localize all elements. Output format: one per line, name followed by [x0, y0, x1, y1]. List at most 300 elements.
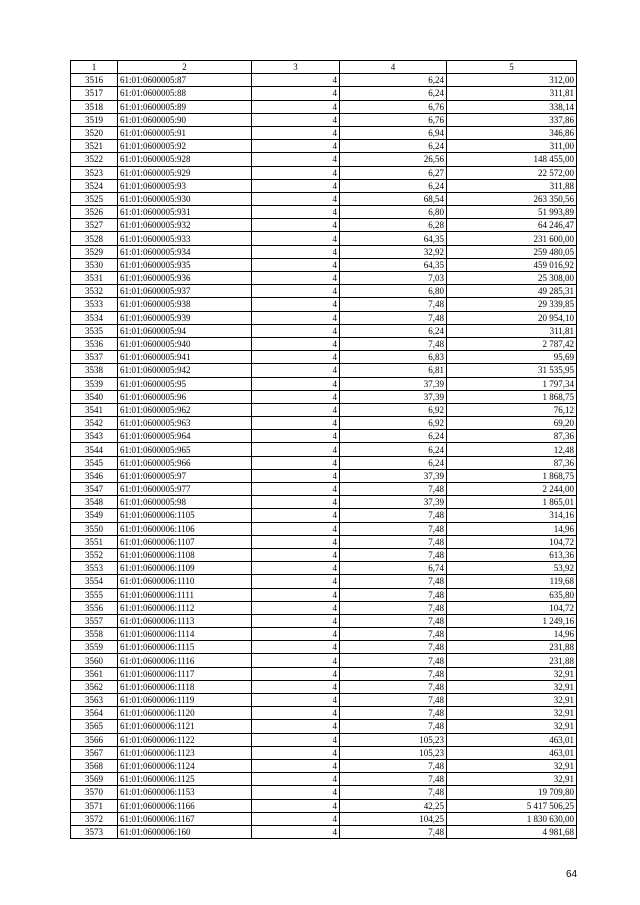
amount-cell: 19 709,80 — [447, 786, 577, 799]
row-number-cell: 3523 — [71, 166, 118, 179]
value-cell: 7,48 — [340, 509, 447, 522]
value-cell: 7,48 — [340, 548, 447, 561]
category-cell: 4 — [252, 100, 340, 113]
amount-cell: 32,91 — [447, 773, 577, 786]
table-row — [71, 153, 577, 166]
table-row — [71, 720, 577, 733]
value-cell: 6,76 — [340, 113, 447, 126]
amount-cell: 231,88 — [447, 641, 577, 654]
row-number-cell: 3529 — [71, 245, 118, 258]
table-row — [71, 588, 577, 601]
cadastral-number-cell: 61:01:0600005:940 — [118, 337, 252, 350]
value-cell: 7,48 — [340, 654, 447, 667]
value-cell: 7,48 — [340, 759, 447, 772]
table-row — [71, 667, 577, 680]
amount-cell: 119,68 — [447, 575, 577, 588]
value-cell: 7,48 — [340, 575, 447, 588]
row-number-cell: 3516 — [71, 74, 118, 87]
value-cell: 7,48 — [340, 588, 447, 601]
category-cell: 4 — [252, 707, 340, 720]
row-number-cell: 3531 — [71, 272, 118, 285]
cadastral-number-cell: 61:01:0600006:1112 — [118, 601, 252, 614]
row-number-cell: 3567 — [71, 746, 118, 759]
cadastral-number-cell: 61:01:0600005:90 — [118, 113, 252, 126]
value-cell: 6,80 — [340, 206, 447, 219]
cadastral-number-cell: 61:01:0600006:1115 — [118, 641, 252, 654]
row-number-cell: 3551 — [71, 535, 118, 548]
cadastral-number-cell: 61:01:0600005:930 — [118, 192, 252, 205]
cadastral-number-cell: 61:01:0600006:1121 — [118, 720, 252, 733]
row-number-cell: 3517 — [71, 87, 118, 100]
table-row — [71, 614, 577, 627]
value-cell: 7,48 — [340, 707, 447, 720]
cadastral-number-cell: 61:01:0600006:1105 — [118, 509, 252, 522]
cadastral-number-cell: 61:01:0600005:942 — [118, 364, 252, 377]
column-header-5: 5 — [447, 61, 577, 74]
table-body — [71, 74, 577, 839]
category-cell: 4 — [252, 232, 340, 245]
row-number-cell: 3566 — [71, 733, 118, 746]
column-header-2: 2 — [118, 61, 252, 74]
table-row — [71, 324, 577, 337]
table-row — [71, 601, 577, 614]
category-cell: 4 — [252, 351, 340, 364]
cadastral-number-cell: 61:01:0600005:94 — [118, 324, 252, 337]
amount-cell: 311,88 — [447, 179, 577, 192]
value-cell: 6,80 — [340, 285, 447, 298]
row-number-cell: 3548 — [71, 496, 118, 509]
category-cell: 4 — [252, 87, 340, 100]
cadastral-number-cell: 61:01:0600006:160 — [118, 825, 252, 838]
category-cell: 4 — [252, 483, 340, 496]
cadastral-number-cell: 61:01:0600005:938 — [118, 298, 252, 311]
cadastral-number-cell: 61:01:0600005:932 — [118, 219, 252, 232]
cadastral-number-cell: 61:01:0600005:935 — [118, 258, 252, 271]
amount-cell: 311,81 — [447, 87, 577, 100]
row-number-cell: 3559 — [71, 641, 118, 654]
category-cell: 4 — [252, 733, 340, 746]
row-number-cell: 3552 — [71, 548, 118, 561]
cadastral-number-cell: 61:01:0600005:929 — [118, 166, 252, 179]
category-cell: 4 — [252, 720, 340, 733]
value-cell: 6,83 — [340, 351, 447, 364]
table-row — [71, 786, 577, 799]
value-cell: 105,23 — [340, 746, 447, 759]
category-cell: 4 — [252, 337, 340, 350]
column-header-1: 1 — [71, 61, 118, 74]
table-row — [71, 219, 577, 232]
value-cell: 37,39 — [340, 469, 447, 482]
cadastral-number-cell: 61:01:0600005:98 — [118, 496, 252, 509]
value-cell: 6,24 — [340, 324, 447, 337]
category-cell: 4 — [252, 179, 340, 192]
cadastral-number-cell: 61:01:0600006:1118 — [118, 680, 252, 693]
cadastral-number-cell: 61:01:0600005:977 — [118, 483, 252, 496]
amount-cell: 32,91 — [447, 667, 577, 680]
table-row — [71, 548, 577, 561]
table-row — [71, 496, 577, 509]
row-number-cell: 3533 — [71, 298, 118, 311]
category-cell: 4 — [252, 166, 340, 179]
value-cell: 7,48 — [340, 786, 447, 799]
table-row — [71, 812, 577, 825]
value-cell: 7,48 — [340, 337, 447, 350]
cadastral-number-cell: 61:01:0600005:96 — [118, 390, 252, 403]
category-cell: 4 — [252, 601, 340, 614]
row-number-cell: 3535 — [71, 324, 118, 337]
table-row — [71, 707, 577, 720]
value-cell: 7,48 — [340, 628, 447, 641]
cadastral-number-cell: 61:01:0600006:1119 — [118, 694, 252, 707]
row-number-cell: 3554 — [71, 575, 118, 588]
table-row — [71, 87, 577, 100]
category-cell: 4 — [252, 535, 340, 548]
value-cell: 6,81 — [340, 364, 447, 377]
cadastral-number-cell: 61:01:0600006:1111 — [118, 588, 252, 601]
table-row — [71, 206, 577, 219]
amount-cell: 4 981,68 — [447, 825, 577, 838]
table-row — [71, 113, 577, 126]
category-cell: 4 — [252, 430, 340, 443]
cadastral-number-cell: 61:01:0600005:934 — [118, 245, 252, 258]
cadastral-number-cell: 61:01:0600005:933 — [118, 232, 252, 245]
amount-cell: 314,16 — [447, 509, 577, 522]
amount-cell: 312,00 — [447, 74, 577, 87]
table-row — [71, 364, 577, 377]
category-cell: 4 — [252, 522, 340, 535]
category-cell: 4 — [252, 496, 340, 509]
table-row — [71, 680, 577, 693]
row-number-cell: 3541 — [71, 403, 118, 416]
amount-cell: 613,36 — [447, 548, 577, 561]
cadastral-number-cell: 61:01:0600006:1125 — [118, 773, 252, 786]
row-number-cell: 3569 — [71, 773, 118, 786]
category-cell: 4 — [252, 588, 340, 601]
amount-cell: 2 244,00 — [447, 483, 577, 496]
cadastral-number-cell: 61:01:0600005:931 — [118, 206, 252, 219]
cadastral-number-cell: 61:01:0600005:965 — [118, 443, 252, 456]
amount-cell: 459 016,92 — [447, 258, 577, 271]
row-number-cell: 3571 — [71, 799, 118, 812]
table-row — [71, 430, 577, 443]
row-number-cell: 3560 — [71, 654, 118, 667]
amount-cell: 1 797,34 — [447, 377, 577, 390]
row-number-cell: 3572 — [71, 812, 118, 825]
value-cell: 37,39 — [340, 377, 447, 390]
table-row — [71, 575, 577, 588]
amount-cell: 32,91 — [447, 720, 577, 733]
value-cell: 6,24 — [340, 443, 447, 456]
table-row — [71, 746, 577, 759]
table-row — [71, 351, 577, 364]
cadastral-number-cell: 61:01:0600006:1113 — [118, 614, 252, 627]
cadastral-number-cell: 61:01:0600005:963 — [118, 417, 252, 430]
table-row — [71, 311, 577, 324]
amount-cell: 14,96 — [447, 628, 577, 641]
amount-cell: 32,91 — [447, 694, 577, 707]
row-number-cell: 3518 — [71, 100, 118, 113]
cadastral-number-cell: 61:01:0600006:1153 — [118, 786, 252, 799]
row-number-cell: 3522 — [71, 153, 118, 166]
value-cell: 6,27 — [340, 166, 447, 179]
cadastral-number-cell: 61:01:0600006:1110 — [118, 575, 252, 588]
cadastral-number-cell: 61:01:0600006:1117 — [118, 667, 252, 680]
value-cell: 7,48 — [340, 680, 447, 693]
row-number-cell: 3528 — [71, 232, 118, 245]
category-cell: 4 — [252, 258, 340, 271]
category-cell: 4 — [252, 654, 340, 667]
table-row — [71, 641, 577, 654]
table-row — [71, 298, 577, 311]
table-row — [71, 192, 577, 205]
row-number-cell: 3563 — [71, 694, 118, 707]
value-cell: 37,39 — [340, 390, 447, 403]
value-cell: 6,74 — [340, 562, 447, 575]
row-number-cell: 3546 — [71, 469, 118, 482]
value-cell: 64,35 — [340, 232, 447, 245]
value-cell: 37,39 — [340, 496, 447, 509]
table-row — [71, 403, 577, 416]
amount-cell: 29 339,85 — [447, 298, 577, 311]
row-number-cell: 3565 — [71, 720, 118, 733]
value-cell: 64,35 — [340, 258, 447, 271]
category-cell: 4 — [252, 509, 340, 522]
amount-cell: 76,12 — [447, 403, 577, 416]
category-cell: 4 — [252, 786, 340, 799]
row-number-cell: 3521 — [71, 140, 118, 153]
row-number-cell: 3547 — [71, 483, 118, 496]
value-cell: 6,24 — [340, 140, 447, 153]
value-cell: 68,54 — [340, 192, 447, 205]
amount-cell: 53,92 — [447, 562, 577, 575]
category-cell: 4 — [252, 285, 340, 298]
row-number-cell: 3550 — [71, 522, 118, 535]
amount-cell: 259 480,05 — [447, 245, 577, 258]
table-row — [71, 140, 577, 153]
table-row — [71, 245, 577, 258]
table-row — [71, 483, 577, 496]
category-cell: 4 — [252, 390, 340, 403]
amount-cell: 104,72 — [447, 535, 577, 548]
amount-cell: 263 350,56 — [447, 192, 577, 205]
table-row — [71, 337, 577, 350]
category-cell: 4 — [252, 667, 340, 680]
cadastral-number-cell: 61:01:0600005:928 — [118, 153, 252, 166]
category-cell: 4 — [252, 377, 340, 390]
value-cell: 7,48 — [340, 522, 447, 535]
value-cell: 7,48 — [340, 614, 447, 627]
cadastral-number-cell: 61:01:0600006:1122 — [118, 733, 252, 746]
value-cell: 105,23 — [340, 733, 447, 746]
amount-cell: 463,01 — [447, 746, 577, 759]
column-header-4: 4 — [340, 61, 447, 74]
cadastral-number-cell: 61:01:0600005:89 — [118, 100, 252, 113]
cadastral-number-cell: 61:01:0600005:937 — [118, 285, 252, 298]
cadastral-number-cell: 61:01:0600005:87 — [118, 74, 252, 87]
cadastral-number-cell: 61:01:0600005:92 — [118, 140, 252, 153]
value-cell: 7,48 — [340, 601, 447, 614]
table-row — [71, 417, 577, 430]
category-cell: 4 — [252, 272, 340, 285]
amount-cell: 20 954,10 — [447, 311, 577, 324]
value-cell: 6,92 — [340, 417, 447, 430]
table-row — [71, 562, 577, 575]
table-row — [71, 825, 577, 838]
table-row — [71, 166, 577, 179]
amount-cell: 87,36 — [447, 430, 577, 443]
category-cell: 4 — [252, 245, 340, 258]
value-cell: 6,24 — [340, 87, 447, 100]
row-number-cell: 3534 — [71, 311, 118, 324]
amount-cell: 1 830 630,00 — [447, 812, 577, 825]
category-cell: 4 — [252, 548, 340, 561]
category-cell: 4 — [252, 74, 340, 87]
table-row — [71, 272, 577, 285]
table-row — [71, 469, 577, 482]
table-row — [71, 443, 577, 456]
value-cell: 6,94 — [340, 126, 447, 139]
cadastral-number-cell: 61:01:0600006:1107 — [118, 535, 252, 548]
category-cell: 4 — [252, 746, 340, 759]
value-cell: 6,24 — [340, 74, 447, 87]
amount-cell: 95,69 — [447, 351, 577, 364]
category-cell: 4 — [252, 311, 340, 324]
amount-cell: 32,91 — [447, 680, 577, 693]
table-row — [71, 694, 577, 707]
table-row — [71, 258, 577, 271]
cadastral-number-cell: 61:01:0600006:1124 — [118, 759, 252, 772]
column-header-3: 3 — [252, 61, 340, 74]
amount-cell: 32,91 — [447, 759, 577, 772]
category-cell: 4 — [252, 825, 340, 838]
row-number-cell: 3564 — [71, 707, 118, 720]
amount-cell: 346,86 — [447, 126, 577, 139]
amount-cell: 338,14 — [447, 100, 577, 113]
category-cell: 4 — [252, 364, 340, 377]
row-number-cell: 3532 — [71, 285, 118, 298]
cadastral-number-cell: 61:01:0600006:1114 — [118, 628, 252, 641]
category-cell: 4 — [252, 206, 340, 219]
amount-cell: 1 868,75 — [447, 390, 577, 403]
amount-cell: 337,86 — [447, 113, 577, 126]
table-row — [71, 232, 577, 245]
category-cell: 4 — [252, 324, 340, 337]
value-cell: 7,48 — [340, 773, 447, 786]
category-cell: 4 — [252, 614, 340, 627]
row-number-cell: 3555 — [71, 588, 118, 601]
category-cell: 4 — [252, 562, 340, 575]
value-cell: 7,48 — [340, 694, 447, 707]
row-number-cell: 3537 — [71, 351, 118, 364]
category-cell: 4 — [252, 469, 340, 482]
row-number-cell: 3520 — [71, 126, 118, 139]
category-cell: 4 — [252, 575, 340, 588]
category-cell: 4 — [252, 219, 340, 232]
amount-cell: 51 993,89 — [447, 206, 577, 219]
amount-cell: 25 308,00 — [447, 272, 577, 285]
header-row — [71, 61, 577, 74]
category-cell: 4 — [252, 192, 340, 205]
value-cell: 6,24 — [340, 430, 447, 443]
table-row — [71, 100, 577, 113]
value-cell: 7,48 — [340, 535, 447, 548]
cadastral-number-cell: 61:01:0600005:91 — [118, 126, 252, 139]
row-number-cell: 3549 — [71, 509, 118, 522]
row-number-cell: 3544 — [71, 443, 118, 456]
category-cell: 4 — [252, 759, 340, 772]
value-cell: 6,24 — [340, 179, 447, 192]
table-row — [71, 390, 577, 403]
amount-cell: 5 417 506,25 — [447, 799, 577, 812]
cadastral-number-cell: 61:01:0600005:88 — [118, 87, 252, 100]
amount-cell: 22 572,00 — [447, 166, 577, 179]
category-cell: 4 — [252, 298, 340, 311]
value-cell: 6,28 — [340, 219, 447, 232]
category-cell: 4 — [252, 126, 340, 139]
row-number-cell: 3525 — [71, 192, 118, 205]
row-number-cell: 3545 — [71, 456, 118, 469]
cadastral-number-cell: 61:01:0600006:1106 — [118, 522, 252, 535]
cadastral-number-cell: 61:01:0600005:941 — [118, 351, 252, 364]
amount-cell: 311,00 — [447, 140, 577, 153]
row-number-cell: 3561 — [71, 667, 118, 680]
value-cell: 42,25 — [340, 799, 447, 812]
table-row — [71, 377, 577, 390]
row-number-cell: 3527 — [71, 219, 118, 232]
value-cell: 7,48 — [340, 667, 447, 680]
row-number-cell: 3568 — [71, 759, 118, 772]
amount-cell: 14,96 — [447, 522, 577, 535]
value-cell: 7,48 — [340, 483, 447, 496]
table-row — [71, 628, 577, 641]
row-number-cell: 3536 — [71, 337, 118, 350]
cadastral-number-cell: 61:01:0600006:1116 — [118, 654, 252, 667]
cadastral-number-cell: 61:01:0600005:939 — [118, 311, 252, 324]
cadastral-number-cell: 61:01:0600005:95 — [118, 377, 252, 390]
table-row — [71, 799, 577, 812]
row-number-cell: 3558 — [71, 628, 118, 641]
category-cell: 4 — [252, 799, 340, 812]
value-cell: 26,56 — [340, 153, 447, 166]
category-cell: 4 — [252, 641, 340, 654]
category-cell: 4 — [252, 417, 340, 430]
amount-cell: 31 535,95 — [447, 364, 577, 377]
amount-cell: 64 246,47 — [447, 219, 577, 232]
category-cell: 4 — [252, 812, 340, 825]
amount-cell: 231,88 — [447, 654, 577, 667]
amount-cell: 231 600,00 — [447, 232, 577, 245]
table-row — [71, 285, 577, 298]
amount-cell: 104,72 — [447, 601, 577, 614]
table-row — [71, 522, 577, 535]
value-cell: 104,25 — [340, 812, 447, 825]
data-table — [70, 60, 577, 839]
category-cell: 4 — [252, 403, 340, 416]
category-cell: 4 — [252, 153, 340, 166]
cadastral-number-cell: 61:01:0600005:936 — [118, 272, 252, 285]
row-number-cell: 3524 — [71, 179, 118, 192]
page-number: 64 — [566, 869, 578, 880]
amount-cell: 69,20 — [447, 417, 577, 430]
cadastral-number-cell: 61:01:0600006:1108 — [118, 548, 252, 561]
cadastral-number-cell: 61:01:0600005:966 — [118, 456, 252, 469]
category-cell: 4 — [252, 456, 340, 469]
cadastral-number-cell: 61:01:0600005:97 — [118, 469, 252, 482]
row-number-cell: 3556 — [71, 601, 118, 614]
cadastral-number-cell: 61:01:0600006:1123 — [118, 746, 252, 759]
amount-cell: 2 787,42 — [447, 337, 577, 350]
value-cell: 7,48 — [340, 298, 447, 311]
